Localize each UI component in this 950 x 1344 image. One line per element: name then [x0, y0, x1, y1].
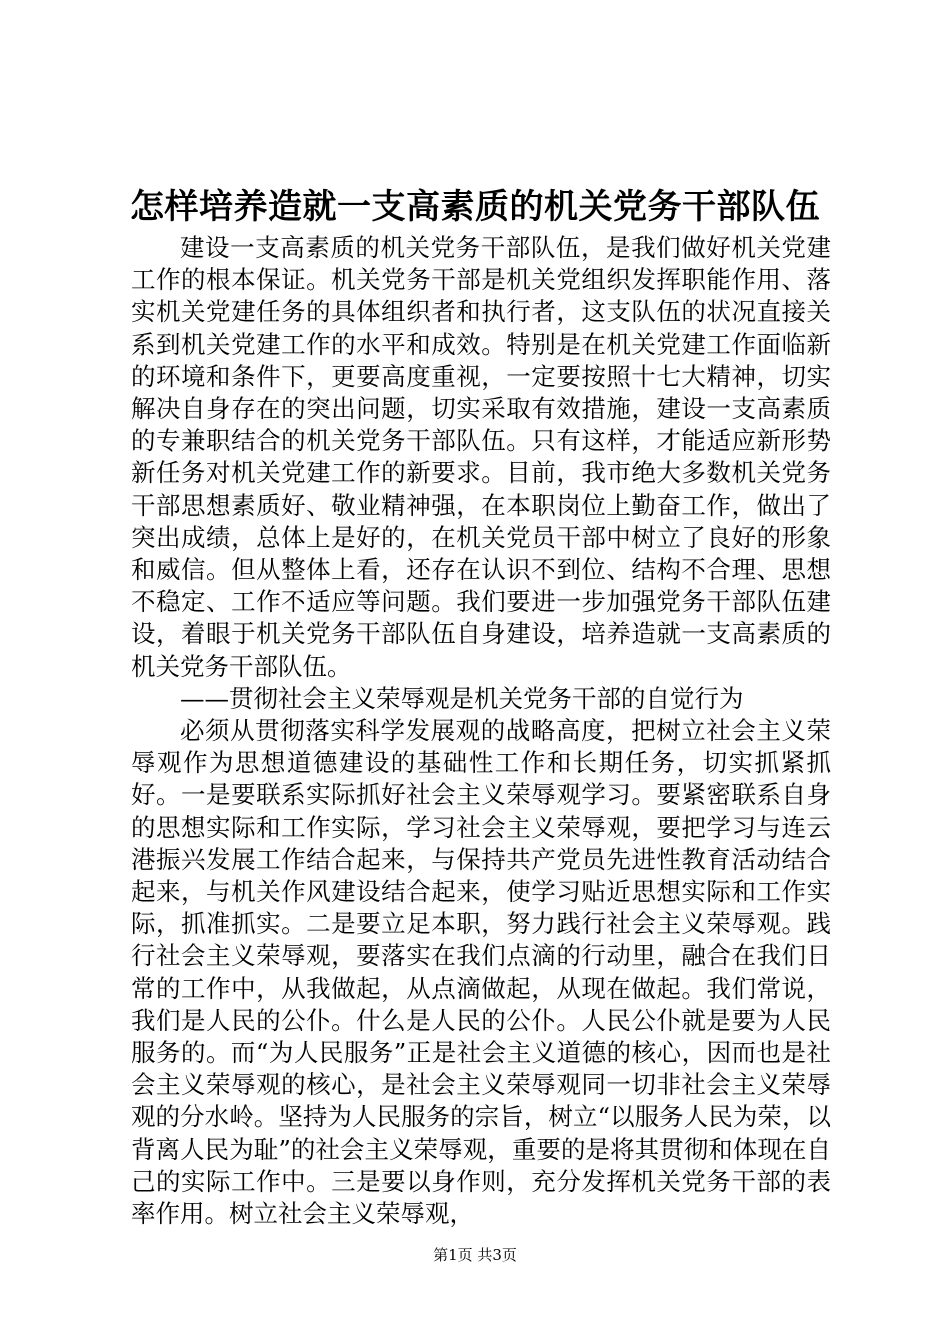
page-footer: 第1页 共3页 [433, 1246, 517, 1264]
section-heading: ——贯彻社会主义荣辱观是机关党务干部的自觉行为 [180, 683, 744, 713]
paragraph-body: 必须从贯彻落实科学发展观的战略高度，把树立社会主义荣辱观作为思想道德建设的基础性工作和长期任务，切实抓紧抓好。一是要联系实际抓好社会主义荣辱观学习。要紧密联系自身的思想实际和工作实际，学习社会主义荣辱观，要把学习与连云港振兴发展工作结合起来，与保持共产党员先进性教育活动结合起来，与机关作风建设结合起来，使学习贴近思想实际和工作实际，抓准抓实。二是要立足本职，努力践行社会主义荣辱观。践行社会主义荣辱观，要落实在我们点滴的行动里，融合在我们日常的工作中，从我做起，从点滴做起，从现在做起。我们常说，我们是人民的公仆。什么是人民的公仆。人民公仆就是要为人民服务的。而“为人民服务”正是社会主义道德的核心，因而也是社会主义荣辱观的核心，是社会主义荣辱观同一切非社会主义荣辱观的分水岭。坚持为人民服务的宗旨，树立“以服务人民为荣，以背离人民为耻”的社会主义荣辱观，重要的是将其贯彻和体现在自己的实际工作中。三是要以身作则，充分发挥机关党务干部的表率作用。树立社会主义荣辱观， [131, 716, 831, 1229]
document-body [131, 232, 831, 1230]
paragraph-intro: 建设一支高素质的机关党务干部队伍，是我们做好机关党建工作的根本保证。机关党务干部是机关党组织发挥职能作用、落实机关党建任务的具体组织者和执行者，这支队伍的状况直接关系到机关党建工作的水平和成效。特别是在机关党建工作面临新的环境和条件下，更要高度重视，一定要按照十七大精神，切实解决自身存在的突出问题，切实采取有效措施，建设一支高素质的专兼职结合的机关党务干部队伍。只有这样，才能适应新形势新任务对机关党建工作的新要求。目前，我市绝大多数机关党务干部思想素质好、敬业精神强，在本职岗位上勤奋工作，做出了突出成绩，总体上是好的，在机关党员干部中树立了良好的形象和威信。但从整体上看，还存在认识不到位、结构不合理、思想不稳定、工作不适应等问题。我们要进一步加强党务干部队伍建设，着眼于机关党务干部队伍自身建设，培养造就一支高素质的机关党务干部队伍。 [131, 233, 831, 681]
document-title: 怎样培养造就一支高素质的机关党务干部队伍 [130, 187, 820, 227]
